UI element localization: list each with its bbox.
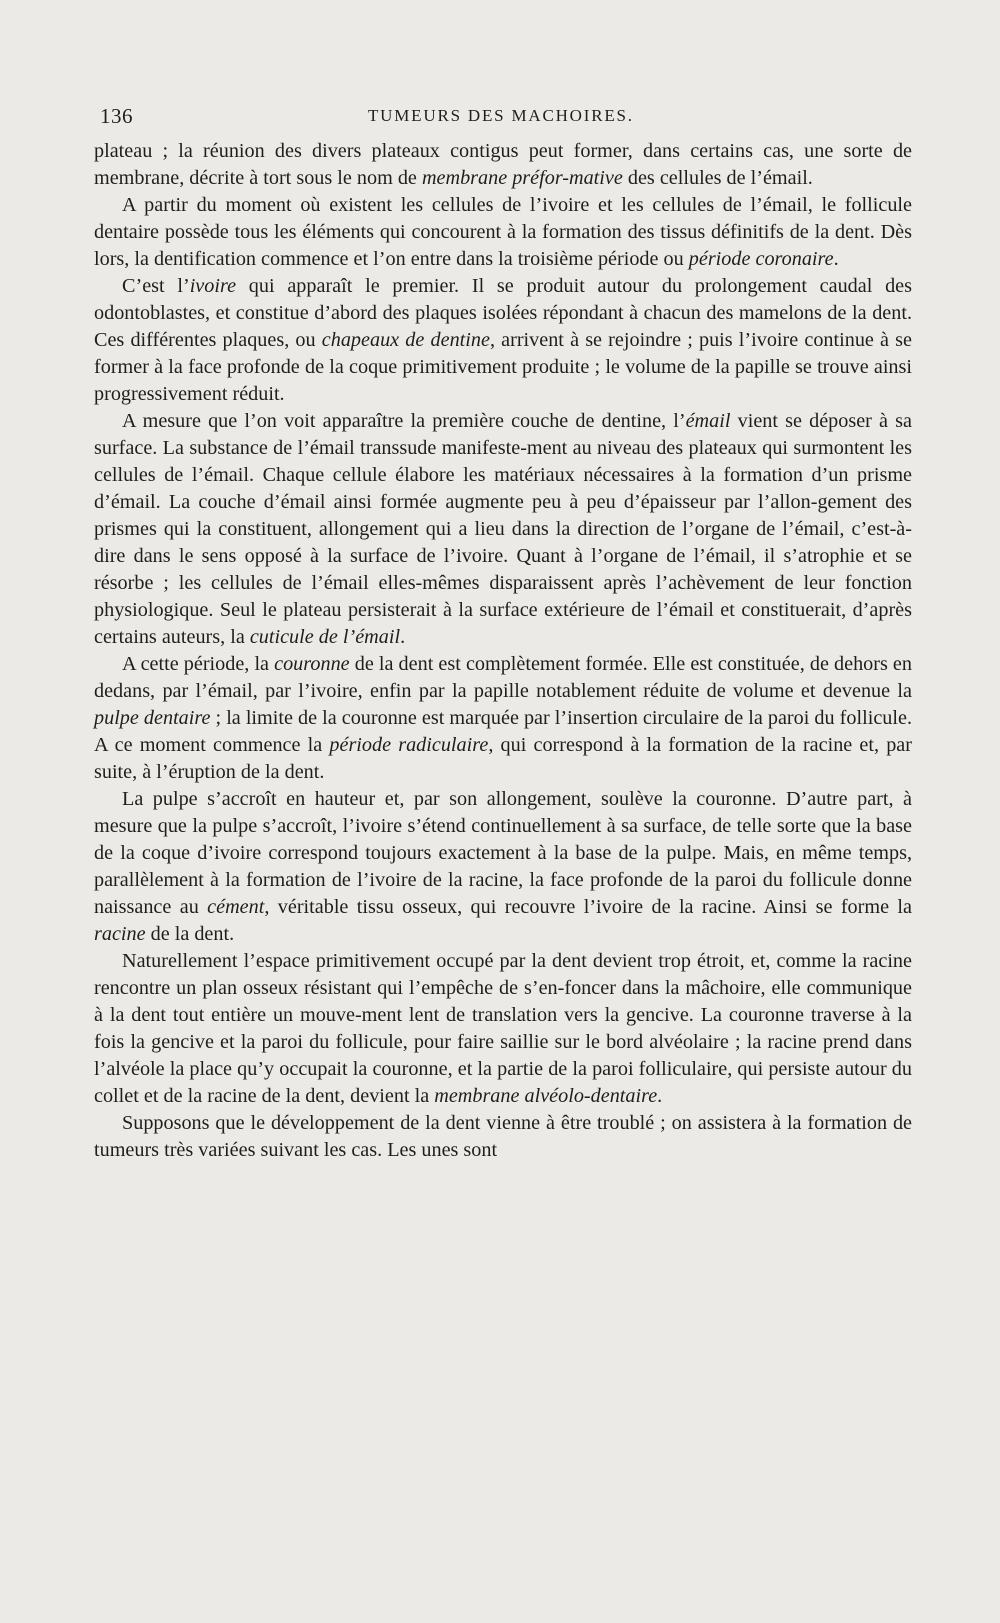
text-run: .: [400, 626, 406, 648]
paragraph: [94, 273, 912, 408]
text-run: vient se déposer à sa surface. La substance de l’émail transsude manifeste-ment au niveau des plateaux qui surmontent les cellules de l’émail. Chaque cellule élabore les matériaux nécessaires à la formation d’un prisme d’émail. La couche d’émail ainsi formée augmente peu à peu d’épaisseur par l’allon-gement des prismes qui la constituent, allongement qui a lieu dans la direction de l’organe de l’émail, c’est-à-dire dans le sens opposé à la surface de l’ivoire. Quant à l’organe de l’émail, il s’atrophie et se résorbe ; les cellules de l’émail elles-mêmes disparaissent après l’achèvement de leur fonction physiologique. Seul le plateau persisterait à la surface extérieure de l’émail et constituerait, d’après certains auteurs, la: [94, 410, 912, 648]
text-run: Naturellement l’espace primitivement occupé par la dent devient trop étroit, et, comme la racine rencontre un plan osseux résistant qui l’empêche de s’en-foncer dans la mâchoire, elle communique à la dent tout entière un mouve-ment lent de translation vers la gencive. La couronne traverse à la fois la gencive et la paroi du follicule, pour faire saillie sur le bord alvéolaire ; la racine prend dans l’alvéole la place qu’y occupait la couronne, et la partie de la paroi folliculaire, qui persiste autour du collet et de la racine de la dent, devient la: [94, 950, 912, 1107]
text-run: C’est l’: [122, 275, 190, 297]
page-number: 136: [100, 104, 133, 128]
paragraph: [94, 192, 912, 273]
text-run: A partir du moment où existent les cellules de l’ivoire et les cellules de l’émail, le follicule dentaire possède tous les éléments qui concourent à la formation des tissus définitifs de la dent. Dès lors, la dentification commence et l’on entre dans la troisième période ou: [94, 194, 912, 270]
italic-term: pulpe dentaire: [94, 707, 211, 729]
body-text: [94, 138, 912, 1164]
text-run: qui apparaît le premier. Il se produit autour du prolongement caudal des odontoblastes, et constitue d’abord des plaques isolées répondant à chacun des mamelons de la dent. Ces différentes plaques, ou: [94, 275, 913, 351]
italic-term: période coronaire: [688, 248, 834, 270]
italic-term: émail: [685, 410, 731, 432]
italic-term: cément: [207, 896, 265, 918]
text-run: .: [833, 248, 839, 270]
paragraph: [94, 948, 912, 1110]
text-run: La pulpe s’accroît en hauteur et, par son allongement, soulève la couronne. D’autre part, à mesure que la pulpe s’accroît, l’ivoire s’étend continuellement à sa surface, de telle sorte que la base de la coque d’ivoire correspond toujours exactement à la base de la pulpe. Mais, en même temps, parallèlement à la formation de l’ivoire de la racine, la face profonde de la paroi du follicule donne naissance au: [94, 788, 912, 918]
running-title: TUMEURS DES MACHOIRES.: [368, 106, 634, 125]
text-run: ; la limite de la couronne est marquée par l’insertion circulaire de la paroi du follicule. A ce moment commence la: [94, 707, 912, 756]
running-header: [100, 104, 912, 136]
paragraph: [94, 408, 912, 651]
text-run: de la dent est complètement formée. Elle est constituée, de dehors en dedans, par l’émail, par l’ivoire, enfin par la papille notablement réduite de volume et devenue la: [94, 653, 912, 702]
italic-term: chapeaux de dentine: [321, 329, 490, 351]
text-run: A mesure que l’on voit apparaître la première couche de dentine, l’: [122, 410, 686, 432]
italic-term: membrane préfor-mative: [421, 167, 623, 189]
paragraph: [94, 651, 912, 786]
text-run: de la dent.: [145, 923, 235, 945]
paragraph: [94, 1110, 912, 1164]
paragraph: [94, 138, 912, 192]
italic-term: cuticule de l’émail: [249, 626, 401, 648]
italic-term: période radiculaire: [329, 734, 489, 756]
text-run: A cette période, la: [122, 653, 275, 675]
italic-term: membrane alvéolo-dentaire: [434, 1085, 658, 1107]
text-run: , qui correspond à la formation de la racine et, par suite, à l’éruption de la dent.: [94, 734, 912, 783]
text-run: , arrivent à se rejoindre ; puis l’ivoire continue à se former à la face profonde de la coque primitivement produite ; le volume de la papille se trouve ainsi progressivement réduit.: [94, 329, 912, 405]
text-run: , véritable tissu osseux, qui recouvre l’ivoire de la racine. Ainsi se forme la: [264, 896, 912, 918]
paragraph: [94, 786, 912, 948]
text-run: des cellules de l’émail.: [622, 167, 813, 189]
text-run: Supposons que le développement de la dent vienne à être troublé ; on assistera à la formation de tumeurs très variées suivant les cas. Les unes sont: [94, 1112, 912, 1161]
italic-term: ivoire: [189, 275, 237, 297]
text-run: .: [657, 1085, 663, 1107]
italic-term: racine: [94, 923, 146, 945]
text-run: plateau ; la réunion des divers plateaux contigus peut former, dans certains cas, une sorte de membrane, décrite à tort sous le nom de: [94, 140, 912, 189]
italic-term: couronne: [274, 653, 350, 675]
